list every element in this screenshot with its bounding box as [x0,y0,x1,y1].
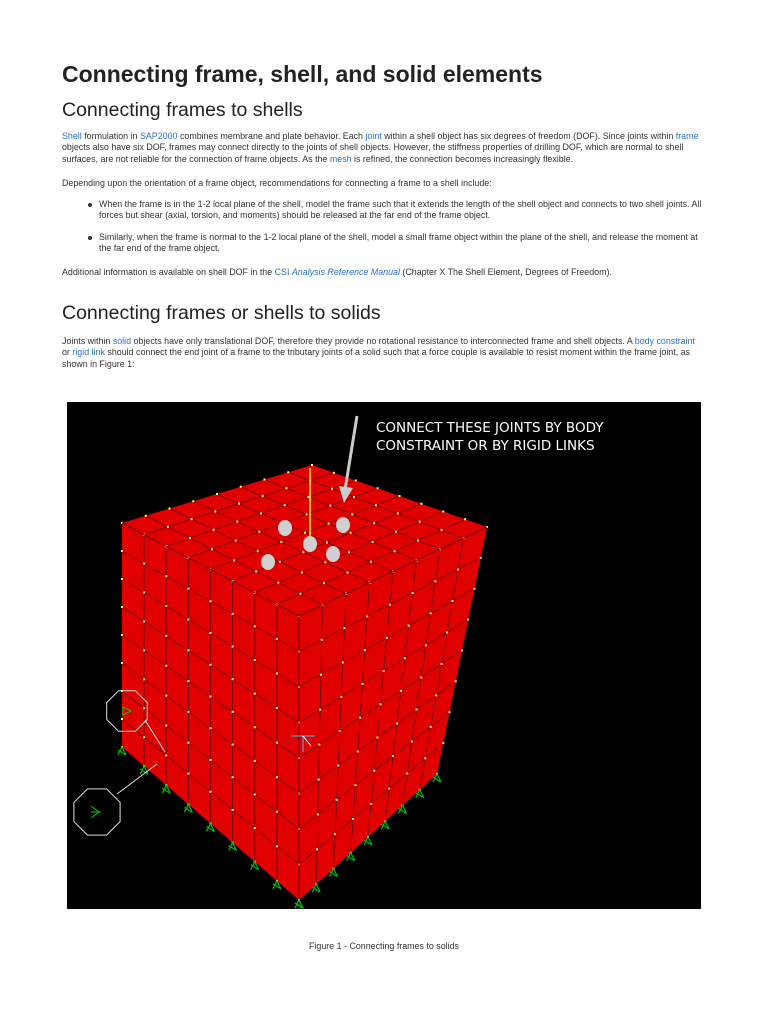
mesh-joint [323,582,325,584]
mesh-joint [254,827,256,829]
mesh-joint [254,693,256,695]
mesh-joint [373,770,375,772]
list-item: Similarly, when the frame is normal to the 1-2 local plane of the shell, model a small frame object within the plane of the shell, and release the moment at the far end of the frame object. [62,232,702,255]
mesh-joint [187,711,189,713]
joint-marker [278,520,292,536]
mesh-joint [187,588,189,590]
mesh-joint [304,532,306,534]
mesh-joint [276,707,278,709]
mesh-joint [424,757,426,759]
mesh-joint [232,809,234,811]
link-frame[interactable]: frame [675,131,699,141]
link-analysis-reference-manual[interactable]: Analysis Reference Manual [291,267,400,277]
mesh-joint [326,541,328,543]
mesh-joint [377,487,379,489]
mesh-joint [276,811,278,813]
mesh-joint [276,673,278,675]
mesh-joint [375,504,377,506]
mesh-joint [461,650,463,652]
mesh-joint [352,818,354,820]
mesh-joint [301,571,303,573]
mesh-joint [276,742,278,744]
mesh-joint [425,644,427,646]
mesh-joint [389,604,391,606]
mesh-joint [408,625,410,627]
mesh-joint [420,503,422,505]
joint-marker [336,517,350,533]
support-icon [295,900,303,908]
mesh-joint [121,634,123,636]
mesh-joint [192,500,194,502]
paragraph-recommendations-intro: Depending upon the orientation of a frame object, recommendations for connecting a frame to a shell include: [62,178,492,188]
mesh-joint [355,480,357,482]
mesh-joint [210,791,212,793]
mesh-joint [279,561,281,563]
mesh-joint [276,845,278,847]
mesh-joint [370,561,372,563]
mesh-joint [216,493,218,495]
mesh-joint [404,657,406,659]
mesh-joint [333,472,335,474]
mesh-joint [187,619,189,621]
mesh-joint [420,676,422,678]
mesh-joint [143,707,145,709]
mesh-joint [411,740,413,742]
mesh-joint [280,541,282,543]
mesh-joint [321,639,323,641]
mesh-joint [167,526,169,528]
mesh-joint [328,523,330,525]
mesh-joint [434,580,436,582]
mesh-joint [211,548,213,550]
mesh-joint [210,727,212,729]
mesh-joint [276,776,278,778]
mesh-joint [254,659,256,661]
mesh-joint [317,813,319,815]
link-joint[interactable]: joint [365,131,382,141]
mesh-joint [419,521,421,523]
mesh-joint [442,742,444,744]
mesh-joint [316,848,318,850]
mesh-joint [417,540,419,542]
joint-marker [261,554,275,570]
triad-icon [91,806,101,818]
mesh-joint [121,606,123,608]
mesh-joint [350,532,352,534]
joint-marker [303,536,317,552]
mesh-joint [235,539,237,541]
mesh-joint [302,551,304,553]
mesh-joint [232,613,234,615]
mesh-joint [388,788,390,790]
mesh-joint [400,690,402,692]
mesh-joint [373,522,375,524]
mesh-joint [165,575,167,577]
mesh-joint [191,518,193,520]
figure-solid-model [67,402,701,909]
recommendation-list [62,199,702,255]
mesh-joint [442,511,444,513]
section-heading-frames-to-shells: Connecting frames to shells [62,99,303,121]
mesh-joint [318,744,320,746]
mesh-joint [395,531,397,533]
mesh-joint [143,736,145,738]
mesh-joint [320,674,322,676]
mesh-joint [406,772,408,774]
mesh-joint [337,764,339,766]
mesh-joint [210,664,212,666]
figure-illustration [67,402,701,909]
mesh-joint [311,464,313,466]
mesh-joint [394,550,396,552]
mesh-joint [165,605,167,607]
mesh-joint [277,582,279,584]
mesh-joint [396,722,398,724]
mesh-joint [187,680,189,682]
mesh-joint [306,513,308,515]
mesh-joint [214,510,216,512]
mesh-joint [254,794,256,796]
mesh-joint [324,561,326,563]
mesh-joint [399,495,401,497]
mesh-joint [210,696,212,698]
mesh-joint [336,799,338,801]
bullet-icon [88,203,92,207]
link-solid[interactable]: solid [112,336,132,346]
annotation-line-2: CONSTRAINT OR BY RIGID LINKS [376,438,595,454]
mesh-joint [213,529,215,531]
mesh-joint [210,759,212,761]
mesh-joint [210,632,212,634]
link-csi[interactable]: CSI [274,267,290,277]
link-rigid-link[interactable]: rigid link [72,347,105,358]
mesh-joint [232,744,234,746]
mesh-joint [165,665,167,667]
mesh-joint [260,512,262,514]
mesh-joint [348,551,350,553]
link-sap2000[interactable]: SAP2000 [139,131,178,141]
mesh-joint [357,750,359,752]
mesh-joint [143,563,145,565]
mesh-joint [187,773,189,775]
mesh-joint [464,518,466,520]
mesh-joint [446,631,448,633]
mesh-joint [351,513,353,515]
link-mesh[interactable]: mesh [329,153,352,164]
mesh-joint [441,663,443,665]
mesh-joint [236,521,238,523]
mesh-joint [319,709,321,711]
mesh-joint [121,550,123,552]
mesh-joint [299,593,301,595]
mesh-joint [233,559,235,561]
mesh-joint [284,504,286,506]
mesh-joint [480,557,482,559]
mesh-joint [169,508,171,510]
link-shell[interactable]: Shell [62,131,82,141]
mesh-joint [412,592,414,594]
mesh-joint [276,638,278,640]
link-body-constraint[interactable]: body constraint [634,336,695,346]
mesh-joint [145,515,147,517]
mesh-joint [339,730,341,732]
mesh-joint [383,670,385,672]
mesh-joint [364,649,366,651]
mesh-joint [189,537,191,539]
mesh-joint [318,778,320,780]
mesh-joint [287,471,289,473]
mesh-joint [232,776,234,778]
mesh-joint [121,578,123,580]
mesh-joint [143,649,145,651]
mesh-joint [340,696,342,698]
mesh-joint [254,726,256,728]
mesh-joint [232,711,234,713]
mesh-joint [329,505,331,507]
mesh-joint [255,570,257,572]
mesh-joint [386,637,388,639]
mesh-joint [143,592,145,594]
mesh-joint [240,486,242,488]
mesh-joint [474,588,476,590]
mesh-joint [346,571,348,573]
mesh-joint [397,512,399,514]
mesh-joint [238,503,240,505]
mesh-joint [354,784,356,786]
paragraph-shell-formulation: Shell formulation in SAP2000 combines membrane and plate behavior. Each joint within a shell object has six degrees of freedom (DOF). Since joints within frame objects also have six DOF, frames may connect directly to the joints of shell objects. However, the stiffness properties of drilling DOF, which are normal to shell surfaces, are not reliable for the connection of frame objects. As the mesh is refined, the connection becomes increasingly flexible. [62,131,699,164]
figure-caption: Figure 1 - Connecting frames to solids [309,941,459,951]
mesh-joint [342,661,344,663]
mesh-joint [285,487,287,489]
mesh-joint [165,754,167,756]
mesh-joint [392,755,394,757]
mesh-joint [455,680,457,682]
page-title: Connecting frame, shell, and solid elements [62,61,543,87]
mesh-joint [187,742,189,744]
mesh-joint [452,600,454,602]
bullet-icon [88,236,92,240]
mesh-joint [370,803,372,805]
annotation-line-1: CONNECT THESE JOINTS BY BODY [376,420,604,436]
mesh-joint [232,646,234,648]
mesh-joint [416,708,418,710]
mesh-joint [430,612,432,614]
mesh-joint [376,736,378,738]
mesh-joint [264,479,266,481]
solid-mesh [121,464,488,901]
mesh-joint [435,694,437,696]
mesh-joint [343,627,345,629]
mesh-joint [307,496,309,498]
joint-marker [326,546,340,562]
mesh-joint [254,760,256,762]
paragraph-solid-joints: Joints within solid objects have only translational DOF, therefore they provide no rotational resistance to interconnected frame and shell objects. A body constraint or rigid link should connect the end joint of a frame to the tributary joints of a solid such that a force couple is available to resist moment within the frame joint, as shown in Figure 1: [62,336,695,369]
mesh-joint [366,615,368,617]
mesh-joint [254,625,256,627]
mesh-joint [449,711,451,713]
mesh-joint [143,620,145,622]
mesh-joint [262,495,264,497]
mesh-joint [372,541,374,543]
mesh-joint [258,531,260,533]
mesh-joint [430,726,432,728]
mesh-joint [467,619,469,621]
mesh-joint [361,683,363,685]
mesh-joint [334,833,336,835]
mesh-joint [165,725,167,727]
mesh-joint [353,496,355,498]
section-heading-frames-to-solids: Connecting frames or shells to solids [62,302,381,324]
mesh-joint [121,662,123,664]
mesh-joint [380,703,382,705]
mesh-joint [187,649,189,651]
mesh-joint [165,635,167,637]
mesh-joint [121,718,123,720]
paragraph-additional-info: Additional information is available on shell DOF in the CSI Analysis Reference Manual (Chapter X The Shell Element, Degrees of Freedom). [62,267,612,277]
leader-line [117,764,157,794]
mesh-joint [331,488,333,490]
mesh-joint [165,695,167,697]
mesh-joint [457,569,459,571]
mesh-joint [441,529,443,531]
mesh-joint [232,678,234,680]
mesh-joint [210,600,212,602]
mesh-joint [257,550,259,552]
mesh-joint [359,717,361,719]
mesh-joint [143,678,145,680]
list-item: When the frame is in the 1-2 local plane of the shell, model the frame such that it extends the length of the shell object and connects to two shell joints. All forces but shear (axial, torsion, and moments) should be released at the far end of the frame object. [62,199,702,222]
